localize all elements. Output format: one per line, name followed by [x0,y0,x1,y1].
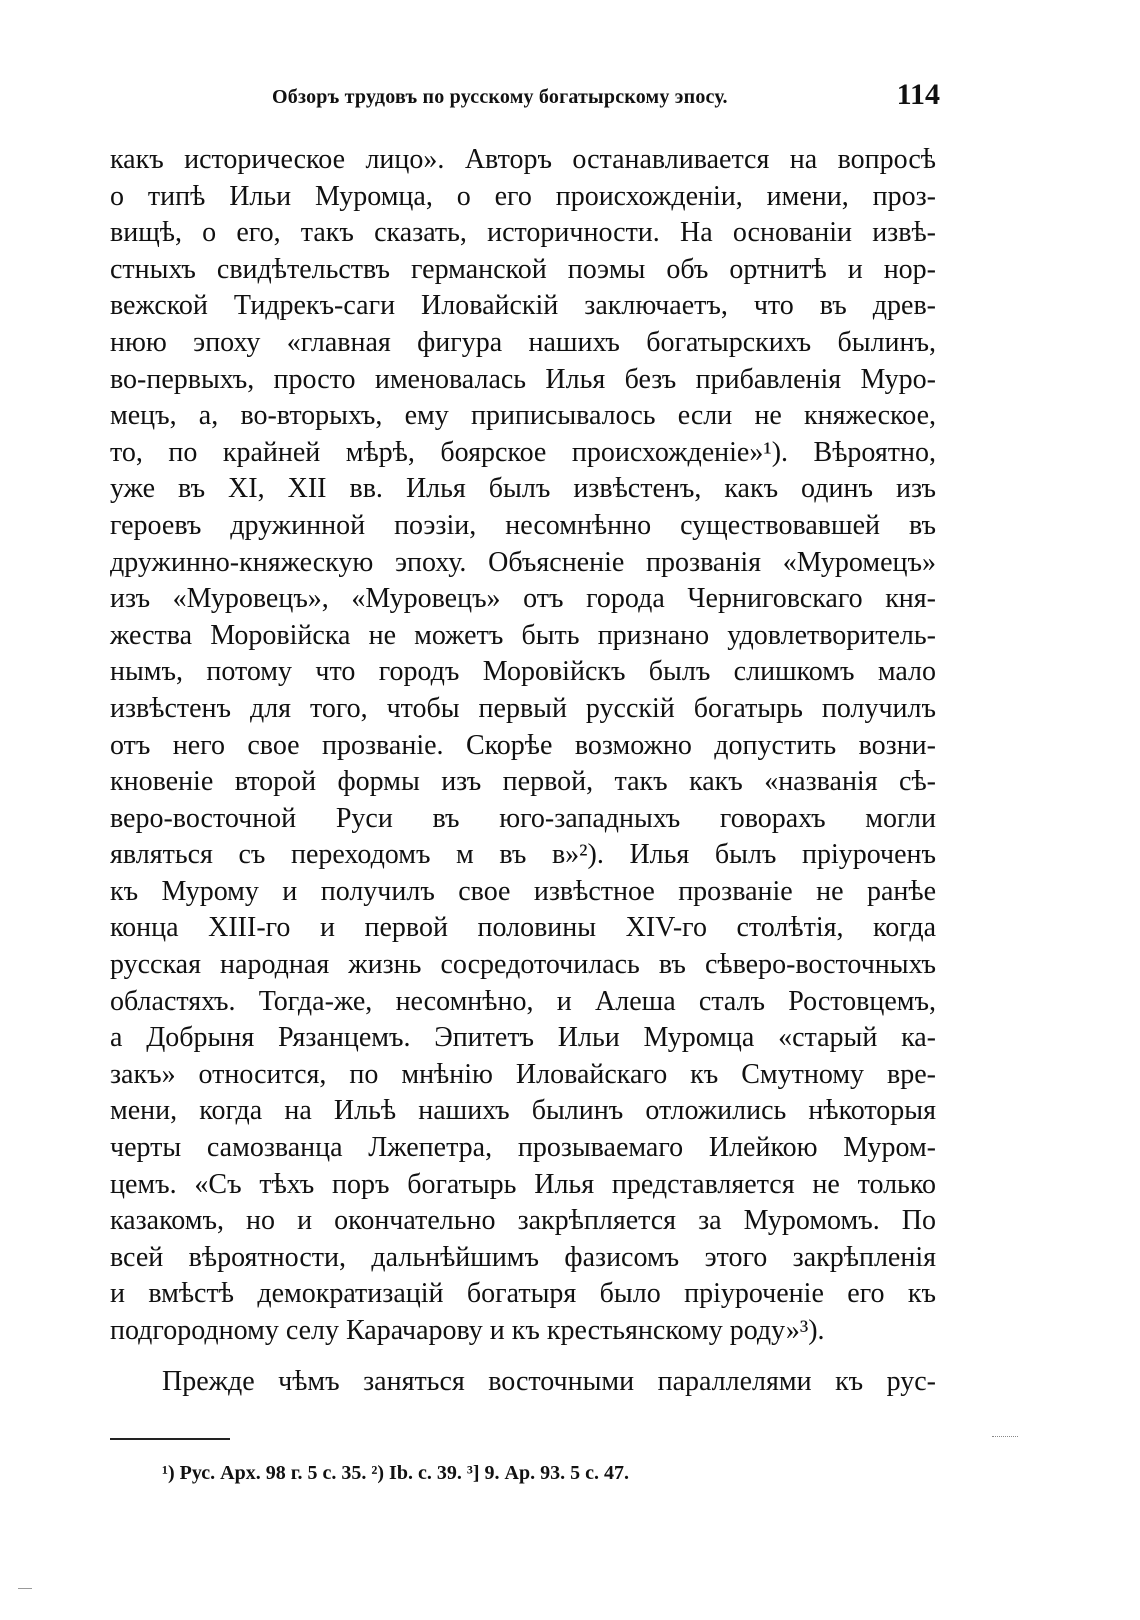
text-line: уже въ XI, XII вв. Илья былъ извѣстенъ, какъ одинъ изъ [110,473,936,505]
text-line: извѣстенъ для того, чтобы первый русскiй богатырь получилъ [110,692,936,724]
scan-artifact [992,1436,1018,1437]
scan-artifact [18,1588,32,1589]
text-line: дружинно-княжескую эпоху. Объясненiе прозванiя «Муромецъ» [110,546,936,578]
text-line: изъ «Муровецъ», «Муровецъ» отъ города Черниговскаго кня- [110,583,936,615]
text-line: мени, когда на Ильѣ нашихъ былинъ отложились нѣкоторыя [110,1095,936,1127]
page-number: 114 [896,78,940,111]
text-line: героевъ дружинной поэзiи, несомнѣнно существовавшей въ [110,509,936,541]
text-line: нымъ, потому что городъ Моровiйскъ былъ слишкомъ мало [110,656,936,688]
text-line: конца XIII-го и первой половины XIV-го столѣтiя, когда [110,912,936,944]
text-line: отъ него свое прозванiе. Скорѣе возможно допустить возни- [110,729,936,761]
text-line: жества Моровiйска не можетъ быть признано удовлетворитель- [110,619,936,651]
text-line: стныхъ свидѣтельствъ германской поэмы объ ортнитѣ и нор- [110,253,936,285]
paragraph-end-line: подгородному селу Карачарову и къ крестьянскому роду»³). [110,1315,825,1346]
text-line: вищѣ, о его, такъ сказать, историчности. На основанiи извѣ- [110,217,936,249]
text-line: являться съ переходомъ м въ в»²). Илья былъ прiуроченъ [110,839,936,871]
running-head [110,78,940,118]
text-line: и вмѣстѣ демократизацiй богатыря было прiуроченiе его къ [110,1278,936,1310]
body-text [110,142,936,1400]
text-line: во-первыхъ, просто именовалась Илья безъ прибавленiя Муро- [110,363,936,395]
footnote-separator [110,1438,230,1440]
text-line: къ Мурому и получилъ свое извѣстное прозванiе не ранѣе [110,875,936,907]
text-line: цемъ. «Съ тѣхъ поръ богатырь Илья представляется не только [110,1168,936,1200]
running-title: Обзоръ трудовъ по русскому богатырскому эпосу. [272,86,728,108]
text-line: нюю эпоху «главная фигура нашихъ богатырскихъ былинъ, [110,326,936,358]
text-line: веро-восточной Руси въ юго-западныхъ говорахъ могли [110,802,936,834]
text-line: закъ» относится, по мнѣнiю Иловайскаго къ Смутному вре- [110,1058,936,1090]
text-line: о типѣ Ильи Муромца, о его происхожденiи, имени, проз- [110,180,936,212]
text-line: какъ историческое лицо». Авторъ останавливается на вопросѣ [110,144,936,175]
text-line: а Добрыня Рязанцемъ. Эпитетъ Ильи Муромца «старый ка- [110,1022,936,1054]
text-line: русская народная жизнь сосредоточилась въ сѣверо-восточныхъ [110,949,936,981]
text-line: казакомъ, но и окончательно закрѣпляется за Муромомъ. По [110,1205,936,1237]
text-line: кновенiе второй формы изъ первой, такъ какъ «названiя сѣ- [110,766,936,798]
text-line: всей вѣроятности, дальнѣйшимъ фазисомъ этого закрѣпленiя [110,1241,936,1273]
text-line: черты самозванца Лжепетра, прозываемаго Илейкою Муром- [110,1132,936,1164]
text-line: областяхъ. Тогда-же, несомнѣно, и Алеша сталъ Ростовцемъ, [110,985,936,1017]
text-line: то, по крайней мѣрѣ, боярское происхожденiе»¹). Вѣроятно, [110,436,936,468]
text-line: вежской Тидрекъ-саги Иловайскiй заключаетъ, что въ древ- [110,290,936,322]
text-line: мецъ, а, во-вторыхъ, ему приписывалось если не княжеское, [110,400,936,432]
footnotes: ¹) Рус. Арх. 98 г. 5 с. 35. ²) Ib. с. 39. ³] 9. Ар. 93. 5 с. 47. [162,1462,629,1484]
paragraph-start-line: Прежде чѣмъ заняться восточными параллелями къ рус- [162,1365,936,1397]
